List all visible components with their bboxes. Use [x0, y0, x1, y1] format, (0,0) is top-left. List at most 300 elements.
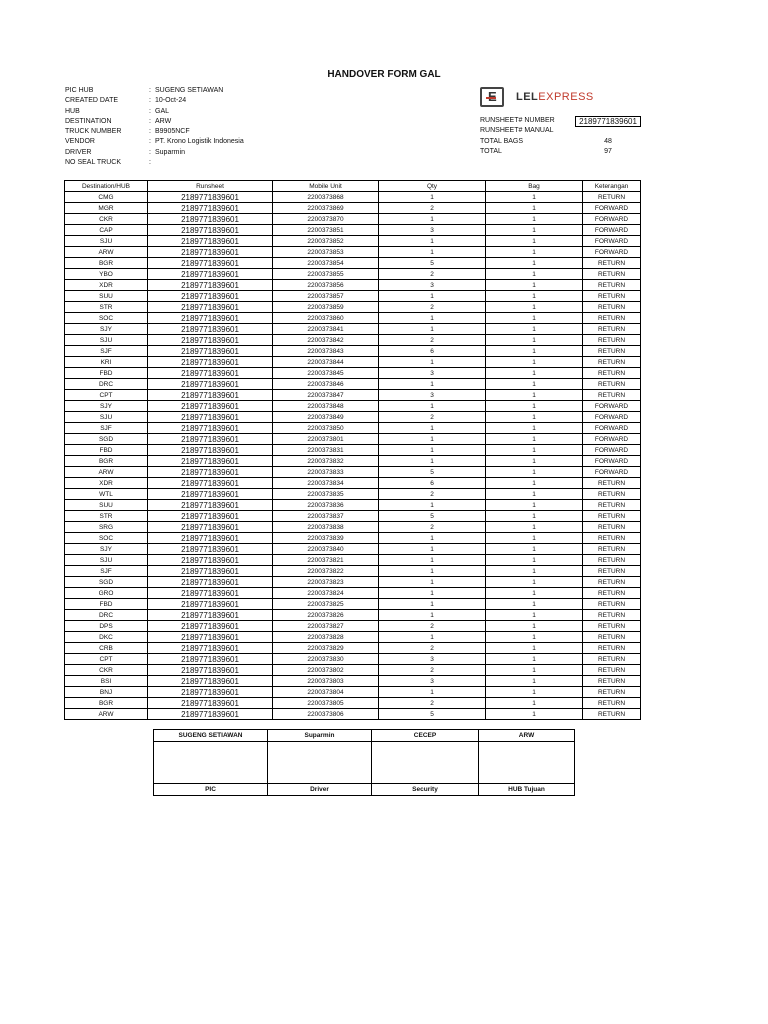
cell-runsheet: 2189771839601: [148, 709, 273, 720]
cell-keterangan: RETURN: [583, 566, 641, 577]
cell-bag: 1: [486, 533, 583, 544]
cell-mobile-unit: 2200373838: [273, 522, 379, 533]
cell-runsheet: 2189771839601: [148, 302, 273, 313]
cell-mobile-unit: 2200373803: [273, 676, 379, 687]
cell-keterangan: RETURN: [583, 368, 641, 379]
table-row: [65, 533, 641, 544]
cell-keterangan: RETURN: [583, 302, 641, 313]
cell-mobile-unit: 2200373831: [273, 445, 379, 456]
cell-runsheet: 2189771839601: [148, 566, 273, 577]
cell-destination: SJU: [65, 555, 148, 566]
signature-name: ARW: [479, 730, 575, 742]
cell-runsheet: 2189771839601: [148, 632, 273, 643]
cell-bag: 1: [486, 324, 583, 335]
info-label: HUB: [65, 107, 80, 115]
cell-runsheet: 2189771839601: [148, 511, 273, 522]
info-label: DESTINATION: [65, 117, 112, 125]
cell-destination: FBD: [65, 445, 148, 456]
cell-runsheet: 2189771839601: [148, 665, 273, 676]
signature-names-row: [154, 730, 575, 742]
table-row: [65, 544, 641, 555]
cell-destination: FBD: [65, 368, 148, 379]
column-header: Keterangan: [583, 181, 641, 192]
cell-keterangan: FORWARD: [583, 456, 641, 467]
cell-keterangan: FORWARD: [583, 412, 641, 423]
table-row: [65, 192, 641, 203]
cell-runsheet: 2189771839601: [148, 478, 273, 489]
cell-runsheet: 2189771839601: [148, 467, 273, 478]
cell-keterangan: RETURN: [583, 676, 641, 687]
cell-qty: 2: [379, 621, 486, 632]
cell-keterangan: RETURN: [583, 379, 641, 390]
table-row: [65, 709, 641, 720]
cell-qty: 5: [379, 511, 486, 522]
cell-keterangan: RETURN: [583, 709, 641, 720]
cell-keterangan: RETURN: [583, 313, 641, 324]
cell-runsheet: 2189771839601: [148, 192, 273, 203]
cell-bag: 1: [486, 357, 583, 368]
cell-qty: 1: [379, 544, 486, 555]
table-row: [65, 390, 641, 401]
cell-mobile-unit: 2200373801: [273, 434, 379, 445]
cell-qty: 1: [379, 379, 486, 390]
column-header: Runsheet: [148, 181, 273, 192]
info-row: [65, 96, 244, 106]
cell-qty: 3: [379, 368, 486, 379]
cell-destination: SJY: [65, 324, 148, 335]
cell-bag: 1: [486, 676, 583, 687]
info-label: TRUCK NUMBER: [65, 128, 122, 136]
cell-destination: FBD: [65, 599, 148, 610]
cell-mobile-unit: 2200373860: [273, 313, 379, 324]
info-separator: :: [149, 87, 151, 94]
table-row: [65, 368, 641, 379]
cell-keterangan: FORWARD: [583, 401, 641, 412]
cell-destination: CPT: [65, 390, 148, 401]
cell-qty: 2: [379, 643, 486, 654]
cell-bag: 1: [486, 709, 583, 720]
cell-bag: 1: [486, 434, 583, 445]
signature-box: [479, 742, 575, 784]
cell-qty: 1: [379, 192, 486, 203]
cell-destination: XDR: [65, 478, 148, 489]
page-title: HANDOVER FORM GAL: [327, 69, 441, 80]
table-row: [65, 643, 641, 654]
cell-qty: 1: [379, 324, 486, 335]
table-row: [65, 445, 641, 456]
cell-bag: 1: [486, 566, 583, 577]
cell-qty: 2: [379, 489, 486, 500]
cell-bag: 1: [486, 335, 583, 346]
column-header: Mobile Unit: [273, 181, 379, 192]
cell-bag: 1: [486, 544, 583, 555]
cell-keterangan: RETURN: [583, 280, 641, 291]
cell-destination: SUU: [65, 291, 148, 302]
cell-qty: 6: [379, 478, 486, 489]
cell-mobile-unit: 2200373845: [273, 368, 379, 379]
cell-bag: 1: [486, 643, 583, 654]
table-row: [65, 335, 641, 346]
cell-qty: 1: [379, 533, 486, 544]
cell-mobile-unit: 2200373847: [273, 390, 379, 401]
cell-mobile-unit: 2200373804: [273, 687, 379, 698]
table-row: [65, 621, 641, 632]
cell-keterangan: RETURN: [583, 577, 641, 588]
cell-runsheet: 2189771839601: [148, 280, 273, 291]
cell-qty: 2: [379, 335, 486, 346]
table-row: [65, 478, 641, 489]
cell-runsheet: 2189771839601: [148, 643, 273, 654]
info-value: GAL: [155, 107, 170, 115]
table-row: [65, 225, 641, 236]
cell-runsheet: 2189771839601: [148, 489, 273, 500]
cell-bag: 1: [486, 665, 583, 676]
cell-bag: 1: [486, 368, 583, 379]
table-row: [65, 456, 641, 467]
cell-runsheet: 2189771839601: [148, 456, 273, 467]
cell-runsheet: 2189771839601: [148, 379, 273, 390]
cell-mobile-unit: 2200373851: [273, 225, 379, 236]
cell-runsheet: 2189771839601: [148, 654, 273, 665]
cell-qty: 1: [379, 577, 486, 588]
signature-role: Security: [372, 784, 479, 796]
cell-keterangan: RETURN: [583, 654, 641, 665]
cell-destination: CKR: [65, 214, 148, 225]
cell-qty: 1: [379, 599, 486, 610]
cell-keterangan: RETURN: [583, 357, 641, 368]
info-label: CREATED DATE: [65, 97, 119, 105]
runsheet-info-row: [480, 147, 641, 157]
cell-bag: 1: [486, 632, 583, 643]
cell-bag: 1: [486, 214, 583, 225]
cell-bag: 1: [486, 423, 583, 434]
signature-box: [372, 742, 479, 784]
cell-keterangan: RETURN: [583, 599, 641, 610]
cell-destination: SUU: [65, 500, 148, 511]
cell-runsheet: 2189771839601: [148, 610, 273, 621]
table-row: [65, 412, 641, 423]
cell-runsheet: 2189771839601: [148, 621, 273, 632]
cell-mobile-unit: 2200373849: [273, 412, 379, 423]
cell-mobile-unit: 2200373837: [273, 511, 379, 522]
info-row: [65, 137, 244, 147]
cell-runsheet: 2189771839601: [148, 269, 273, 280]
cell-mobile-unit: 2200373843: [273, 346, 379, 357]
cell-mobile-unit: 2200373824: [273, 588, 379, 599]
cell-mobile-unit: 2200373855: [273, 269, 379, 280]
cell-bag: 1: [486, 412, 583, 423]
cell-keterangan: RETURN: [583, 324, 641, 335]
cell-qty: 1: [379, 214, 486, 225]
cell-mobile-unit: 2200373846: [273, 379, 379, 390]
cell-runsheet: 2189771839601: [148, 676, 273, 687]
table-row: [65, 665, 641, 676]
cell-destination: CPT: [65, 654, 148, 665]
cell-qty: 2: [379, 269, 486, 280]
cell-keterangan: RETURN: [583, 489, 641, 500]
table-row: [65, 687, 641, 698]
cell-mobile-unit: 2200373848: [273, 401, 379, 412]
cell-destination: CRB: [65, 643, 148, 654]
cell-bag: 1: [486, 621, 583, 632]
cell-runsheet: 2189771839601: [148, 214, 273, 225]
table-row: [65, 302, 641, 313]
cell-bag: 1: [486, 456, 583, 467]
cell-destination: SRG: [65, 522, 148, 533]
cell-runsheet: 2189771839601: [148, 522, 273, 533]
cell-keterangan: FORWARD: [583, 247, 641, 258]
cell-qty: 3: [379, 654, 486, 665]
cell-bag: 1: [486, 346, 583, 357]
cell-mobile-unit: 2200373822: [273, 566, 379, 577]
cell-keterangan: RETURN: [583, 390, 641, 401]
cell-runsheet: 2189771839601: [148, 324, 273, 335]
info-value: SUGENG SETIAWAN: [155, 87, 224, 94]
cell-mobile-unit: 2200373869: [273, 203, 379, 214]
info-value: Suparmin: [155, 148, 185, 156]
cell-runsheet: 2189771839601: [148, 599, 273, 610]
cell-qty: 1: [379, 610, 486, 621]
cell-destination: SJF: [65, 346, 148, 357]
table-row: [65, 610, 641, 621]
cell-runsheet: 2189771839601: [148, 368, 273, 379]
cell-destination: STR: [65, 302, 148, 313]
cell-runsheet: 2189771839601: [148, 500, 273, 511]
table-row: [65, 357, 641, 368]
cell-destination: BSI: [65, 676, 148, 687]
cell-destination: CAP: [65, 225, 148, 236]
table-row: [65, 434, 641, 445]
cell-mobile-unit: 2200373823: [273, 577, 379, 588]
cell-qty: 1: [379, 423, 486, 434]
cell-qty: 1: [379, 291, 486, 302]
cell-bag: 1: [486, 258, 583, 269]
info-separator: :: [149, 138, 151, 146]
cell-qty: 5: [379, 709, 486, 720]
cell-bag: 1: [486, 500, 583, 511]
cell-keterangan: FORWARD: [583, 434, 641, 445]
cell-qty: 1: [379, 555, 486, 566]
table-row: [65, 599, 641, 610]
cell-bag: 1: [486, 522, 583, 533]
cell-bag: 1: [486, 379, 583, 390]
cell-mobile-unit: 2200373853: [273, 247, 379, 258]
cell-keterangan: RETURN: [583, 258, 641, 269]
table-row: [65, 401, 641, 412]
cell-runsheet: 2189771839601: [148, 423, 273, 434]
info-separator: :: [149, 97, 151, 105]
cell-qty: 3: [379, 225, 486, 236]
cell-runsheet: 2189771839601: [148, 533, 273, 544]
table-row: [65, 269, 641, 280]
cell-mobile-unit: 2200373859: [273, 302, 379, 313]
cell-mobile-unit: 2200373870: [273, 214, 379, 225]
cell-keterangan: RETURN: [583, 478, 641, 489]
cell-destination: XDR: [65, 280, 148, 291]
cell-bag: 1: [486, 390, 583, 401]
cell-qty: 1: [379, 588, 486, 599]
table-row: [65, 577, 641, 588]
cell-destination: BGR: [65, 456, 148, 467]
cell-qty: 2: [379, 203, 486, 214]
signature-role: PIC: [154, 784, 268, 796]
cell-keterangan: RETURN: [583, 500, 641, 511]
cell-mobile-unit: 2200373842: [273, 335, 379, 346]
table-row: [65, 511, 641, 522]
cell-keterangan: FORWARD: [583, 225, 641, 236]
cell-runsheet: 2189771839601: [148, 203, 273, 214]
table-row: [65, 291, 641, 302]
logo-text: [516, 91, 594, 103]
table-row: [65, 324, 641, 335]
cell-bag: 1: [486, 478, 583, 489]
cell-keterangan: FORWARD: [583, 236, 641, 247]
cell-bag: 1: [486, 610, 583, 621]
info-separator: :: [149, 128, 151, 136]
cell-destination: SJU: [65, 236, 148, 247]
info-row: [65, 86, 244, 96]
table-row: [65, 203, 641, 214]
cell-runsheet: 2189771839601: [148, 412, 273, 423]
cell-qty: 1: [379, 401, 486, 412]
lel-express-logo: [480, 87, 594, 107]
info-value: PT. Krono Logistik Indonesia: [155, 138, 244, 146]
cell-keterangan: RETURN: [583, 621, 641, 632]
cell-destination: SJF: [65, 423, 148, 434]
cell-destination: SGD: [65, 577, 148, 588]
signature-box: [268, 742, 372, 784]
cell-destination: SOC: [65, 313, 148, 324]
cell-bag: 1: [486, 489, 583, 500]
cell-bag: 1: [486, 192, 583, 203]
cell-keterangan: RETURN: [583, 610, 641, 621]
cell-qty: 2: [379, 698, 486, 709]
cell-bag: 1: [486, 555, 583, 566]
cell-mobile-unit: 2200373826: [273, 610, 379, 621]
runsheet-info-label: TOTAL: [480, 147, 502, 155]
cell-mobile-unit: 2200373802: [273, 665, 379, 676]
cell-keterangan: FORWARD: [583, 423, 641, 434]
cell-destination: GRO: [65, 588, 148, 599]
cell-qty: 2: [379, 522, 486, 533]
cell-bag: 1: [486, 313, 583, 324]
cell-mobile-unit: 2200373825: [273, 599, 379, 610]
info-separator: :: [149, 107, 151, 115]
cell-destination: SJY: [65, 544, 148, 555]
cell-runsheet: 2189771839601: [148, 445, 273, 456]
cell-destination: CKR: [65, 665, 148, 676]
cell-mobile-unit: 2200373854: [273, 258, 379, 269]
cell-bag: 1: [486, 280, 583, 291]
cell-bag: 1: [486, 302, 583, 313]
cell-qty: 5: [379, 467, 486, 478]
cell-keterangan: RETURN: [583, 698, 641, 709]
cell-runsheet: 2189771839601: [148, 247, 273, 258]
cell-mobile-unit: 2200373806: [273, 709, 379, 720]
cell-destination: SJU: [65, 335, 148, 346]
cell-bag: 1: [486, 291, 583, 302]
cell-keterangan: RETURN: [583, 632, 641, 643]
cell-keterangan: RETURN: [583, 511, 641, 522]
shipment-info: [65, 86, 244, 168]
cell-mobile-unit: 2200373850: [273, 423, 379, 434]
cell-mobile-unit: 2200373832: [273, 456, 379, 467]
cell-runsheet: 2189771839601: [148, 291, 273, 302]
cell-keterangan: RETURN: [583, 544, 641, 555]
cell-qty: 2: [379, 302, 486, 313]
cell-destination: ARW: [65, 467, 148, 478]
cell-destination: YBO: [65, 269, 148, 280]
signature-roles-row: [154, 784, 575, 796]
cell-bag: 1: [486, 445, 583, 456]
info-value: B9905NCF: [155, 128, 190, 136]
cell-runsheet: 2189771839601: [148, 225, 273, 236]
info-value: ARW: [155, 117, 172, 125]
cell-keterangan: RETURN: [583, 335, 641, 346]
cell-mobile-unit: 2200373833: [273, 467, 379, 478]
cell-runsheet: 2189771839601: [148, 258, 273, 269]
table-header-row: [65, 181, 641, 192]
cell-runsheet: 2189771839601: [148, 313, 273, 324]
cell-keterangan: FORWARD: [583, 467, 641, 478]
cell-bag: 1: [486, 269, 583, 280]
runsheet-info-value: 48: [604, 137, 612, 145]
cell-destination: DKC: [65, 632, 148, 643]
cell-destination: STR: [65, 511, 148, 522]
info-label: VENDOR: [65, 138, 95, 146]
runsheet-info: [480, 116, 641, 157]
cell-qty: 6: [379, 346, 486, 357]
cell-qty: 1: [379, 247, 486, 258]
cell-qty: 2: [379, 665, 486, 676]
logo-text-express: EXPRESS: [538, 91, 594, 103]
table-row: [65, 522, 641, 533]
cell-destination: SJU: [65, 412, 148, 423]
signature-name: Suparmin: [268, 730, 372, 742]
table-row: [65, 236, 641, 247]
cell-destination: BGR: [65, 698, 148, 709]
cell-qty: 3: [379, 676, 486, 687]
signature-role: Driver: [268, 784, 372, 796]
table-row: [65, 247, 641, 258]
table-row: [65, 500, 641, 511]
cell-mobile-unit: 2200373852: [273, 236, 379, 247]
cell-destination: MGR: [65, 203, 148, 214]
cell-bag: 1: [486, 698, 583, 709]
table-row: [65, 313, 641, 324]
cell-bag: 1: [486, 236, 583, 247]
cell-bag: 1: [486, 577, 583, 588]
table-row: [65, 379, 641, 390]
cell-destination: KRI: [65, 357, 148, 368]
cell-destination: ARW: [65, 247, 148, 258]
info-row: [65, 158, 244, 168]
info-value: 10-Oct-24: [155, 97, 187, 105]
cell-mobile-unit: 2200373827: [273, 621, 379, 632]
cell-keterangan: RETURN: [583, 291, 641, 302]
cell-destination: BNJ: [65, 687, 148, 698]
column-header: Destination/HUB: [65, 181, 148, 192]
cell-runsheet: 2189771839601: [148, 390, 273, 401]
cell-destination: SGD: [65, 434, 148, 445]
cell-keterangan: RETURN: [583, 665, 641, 676]
cell-bag: 1: [486, 225, 583, 236]
signature-table: [153, 729, 575, 796]
info-label: NO SEAL TRUCK: [65, 159, 122, 167]
cell-runsheet: 2189771839601: [148, 401, 273, 412]
cell-keterangan: RETURN: [583, 687, 641, 698]
cell-destination: SJY: [65, 401, 148, 412]
